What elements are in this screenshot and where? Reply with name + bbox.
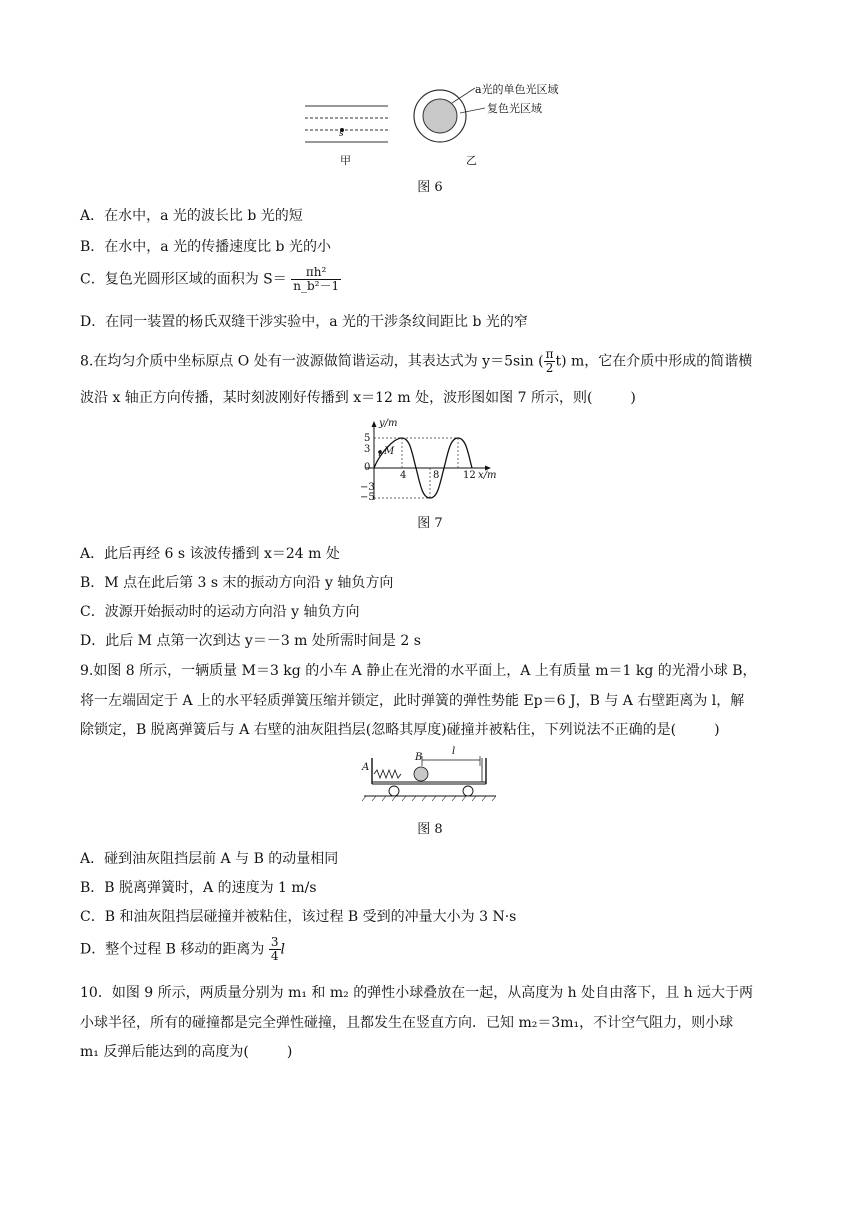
q7-option-d: D．在同一装置的杨氏双缝干涉实验中，a 光的干涉条纹间距比 b 光的窄 — [80, 314, 528, 330]
q7-option-c-text: C．复色光圆形区域的面积为 S＝ — [80, 271, 287, 288]
fig7-ytick-neg3: −3 — [360, 482, 375, 493]
q9-stem-line-2: 将一左端固定于 A 上的水平轻质弹簧压缩并锁定，此时弹簧的弹性势能 Ep＝6 J，B 与 A 右壁距离为 l，解 — [80, 693, 745, 709]
q9-option-d-text: D．整个过程 B 移动的距离为 — [80, 941, 265, 958]
q8-frac-den: 2 — [545, 361, 554, 375]
q9-d-denominator: 4 — [270, 949, 279, 963]
q9-option-b: B．B 脱离弹簧时，A 的速度为 1 m/s — [80, 880, 317, 896]
q9-paren-close: ) — [714, 722, 720, 738]
fig6-jia-label: 甲 — [340, 154, 351, 167]
q7-c-numerator: πh² — [291, 266, 341, 280]
fig6-yi-label: 乙 — [466, 154, 477, 167]
q10-stem-line-2: 小球半径，所有的碰撞都是完全弹性碰撞，且都发生在竖直方向．已知 m₂＝3m₁，不计空气阻力，则小球 — [80, 1015, 734, 1031]
q8-stem-line-2 — [80, 389, 636, 407]
q10-stem-line-1: 10．如图 9 所示，两质量分别为 m₁ 和 m₂ 的弹性小球叠放在一起，从高度为 h 处自由落下，且 h 远大于两 — [80, 985, 754, 1001]
q9-stem-text-3: 除锁定，B 脱离弹簧后与 A 右壁的油灰阻挡层(忽略其厚度)碰撞并被粘住，下列说法不正确的是( — [80, 722, 677, 738]
q7-c-denominator: n_b²－1 — [293, 279, 340, 293]
q8-option-c: C．波源开始振动时的运动方向沿 y 轴负方向 — [80, 604, 360, 620]
figure-7-caption: 图 7 — [417, 516, 443, 531]
fig7-ytick-5: 5 — [364, 433, 371, 444]
q8-paren-close: ) — [630, 390, 636, 406]
fig8-label-b: B — [415, 752, 423, 763]
q8-stem-text-b: t) m，它在介质中形成的简谐横 — [555, 353, 753, 370]
fig8-label-a: A — [362, 762, 370, 773]
fig7-xtick-8: 8 — [433, 470, 440, 481]
fig7-ytick-neg5: −5 — [360, 492, 375, 503]
q8-pi-over-2 — [544, 348, 556, 375]
q9-option-a: A．碰到油灰阻挡层前 A 与 B 的动量相同 — [80, 851, 339, 867]
fig7-xtick-12: 12 — [463, 470, 476, 481]
figure-8 — [360, 744, 500, 802]
q9-option-d-l: l — [280, 941, 285, 958]
figure-6 — [300, 78, 580, 170]
figure-8-caption: 图 8 — [417, 822, 443, 837]
q9-option-c: C．B 和油灰阻挡层碰撞并被粘住，该过程 B 受到的冲量大小为 3 N·s — [80, 909, 517, 925]
figure-6-caption: 图 6 — [417, 180, 443, 195]
fig7-point-m: M — [384, 446, 395, 457]
figure-7 — [360, 418, 500, 504]
q10-stem-line-3 — [80, 1043, 292, 1061]
q9-stem-line-1: 9.如图 8 所示，一辆质量 M＝3 kg 的小车 A 静止在光滑的水平面上，A 上有质量 m＝1 kg 的光滑小球 B， — [80, 663, 757, 679]
q8-option-b: B．M 点在此后第 3 s 末的振动方向沿 y 轴负方向 — [80, 575, 394, 591]
fig6-composite-region-label: 复色光区域 — [487, 102, 542, 115]
q9-option-d-fraction — [269, 936, 281, 963]
q7-option-c-fraction — [291, 266, 341, 293]
q8-option-d: D．此后 M 点第一次到达 y＝－3 m 处所需时间是 2 s — [80, 633, 421, 649]
q7-option-c — [80, 266, 341, 293]
fig7-ylabel: y/m — [379, 418, 398, 429]
q8-option-a: A．此后再经 6 s 该波传播到 x＝24 m 处 — [80, 546, 340, 562]
figure-8-diagram — [360, 744, 500, 802]
fig6-s-label: s — [339, 129, 344, 139]
fig7-origin: 0 — [364, 462, 371, 473]
q9-d-numerator: 3 — [270, 935, 279, 949]
q8-stem-line-1 — [80, 348, 752, 375]
fig7-ytick-3: 3 — [364, 444, 371, 455]
q9-stem-line-3 — [80, 721, 720, 739]
fig8-label-l: l — [452, 746, 456, 757]
q9-option-d — [80, 936, 285, 963]
q10-stem-text-3: m₁ 反弹后能达到的高度为( — [80, 1044, 249, 1060]
q7-option-b: B．在水中，a 光的传播速度比 b 光的小 — [80, 239, 331, 255]
q8-stem-text-a: 8.在均匀介质中坐标原点 O 处有一波源做简谐运动，其表达式为 y＝5sin ( — [80, 353, 544, 370]
q7-option-a: A．在水中，a 光的波长比 b 光的短 — [80, 208, 303, 224]
figure-7-graph — [360, 418, 500, 504]
q8-stem-text-2: 波沿 x 轴正方向传播，某时刻波刚好传播到 x＝12 m 处，波形图如图 7 所示，则( — [80, 390, 593, 406]
q8-frac-num: π — [545, 347, 554, 361]
q10-paren-close: ) — [286, 1044, 293, 1060]
fig7-xtick-4: 4 — [400, 470, 407, 481]
fig6-a-region-label: a光的单色光区域 — [475, 83, 559, 96]
fig7-xlabel: x/m — [478, 470, 497, 481]
